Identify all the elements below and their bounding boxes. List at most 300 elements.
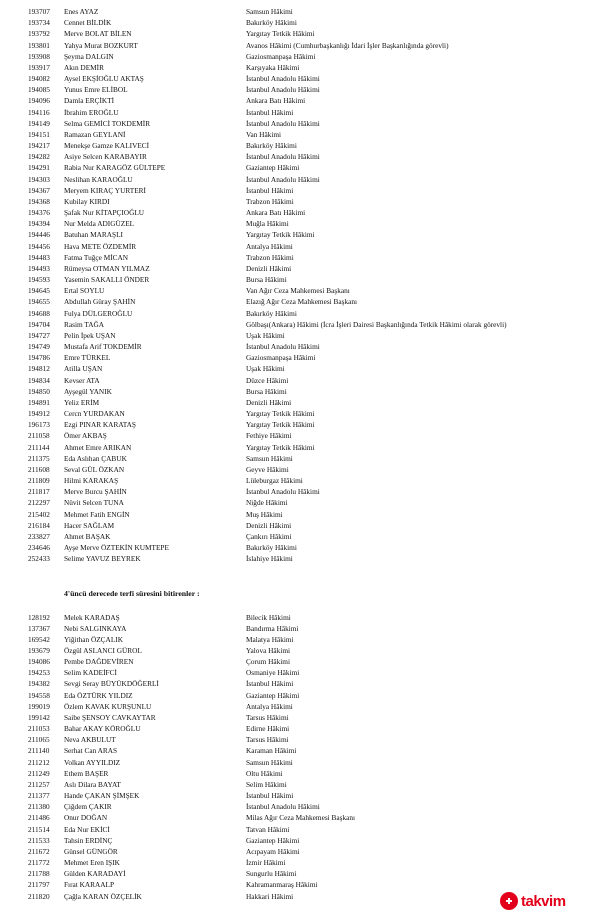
list-row: [0, 790, 600, 801]
court-assignment: Karaman Hâkimi: [246, 746, 297, 756]
sicil-number: 194368: [28, 196, 50, 206]
judge-name: Hacer SAĞLAM: [64, 520, 115, 530]
court-assignment: Oltu Hâkimi: [246, 768, 283, 778]
sicil-number: 193917: [28, 62, 50, 72]
list-row: [0, 768, 600, 779]
court-assignment: Gaziosmanpaşa Hâkimi: [246, 51, 316, 61]
court-assignment: Karşıyaka Hâkimi: [246, 62, 300, 72]
judge-name: Enes AYAZ: [64, 7, 99, 16]
judge-name: Merve BOLAT BİLEN: [64, 29, 132, 39]
list-row: [0, 73, 600, 84]
sicil-number: 194082: [28, 74, 50, 84]
sicil-number: 199019: [28, 701, 50, 711]
court-assignment: İstanbul Anadolu Hâkimi: [246, 174, 320, 184]
judge-name: Merve Burcu ŞAHİN: [64, 487, 127, 497]
list-row: [0, 285, 600, 296]
sicil-number: 194096: [28, 96, 50, 106]
judge-name: Rabia Nur KARAGÖZ GÜLTEPE: [64, 163, 166, 173]
court-assignment: Muş Hâkimi: [246, 509, 283, 519]
judge-name: Ömer AKBAŞ: [64, 431, 107, 441]
list-row: [0, 879, 600, 890]
sicil-number: 215402: [28, 509, 50, 519]
judge-name: Ayşegül YANIK: [64, 386, 112, 396]
list-row: [0, 95, 600, 106]
judge-name: Selime YAVUZ BEYREK: [64, 554, 141, 564]
sicil-number: 211065: [28, 735, 50, 745]
judge-name: Kubilay KIRDI: [64, 196, 110, 206]
judge-name: Ethem BAŞER: [64, 768, 109, 778]
court-assignment: Yargıtay Tetkik Hâkimi: [246, 230, 315, 240]
sicil-number: 211533: [28, 835, 50, 845]
sicil-number: 194483: [28, 252, 50, 262]
list-row: [0, 151, 600, 162]
list-row: [0, 701, 600, 712]
judge-name: Cercn YURDAKAN: [64, 409, 125, 419]
list-row: [0, 17, 600, 28]
court-assignment: Yargıtay Tetkik Hâkimi: [246, 442, 315, 452]
court-assignment: Yalova Hâkimi: [246, 645, 291, 655]
list-row: [0, 868, 600, 879]
list-row: [0, 375, 600, 386]
list-row: [0, 835, 600, 846]
sicil-number: 194446: [28, 230, 50, 240]
list-row: [0, 319, 600, 330]
court-assignment: Samsun Hâkimi: [246, 453, 293, 463]
judge-name: Tahsin ERDİNÇ: [64, 835, 113, 845]
judge-name: Nüvit Selcen TUNA: [64, 498, 124, 508]
court-assignment: İstanbul Anadolu Hâkimi: [246, 152, 320, 162]
judge-name: Özgül ASLANCI GÜROL: [64, 645, 142, 655]
judge-name: Batuhan MARAŞLI: [64, 230, 123, 240]
sicil-number: 194812: [28, 364, 50, 374]
judge-name: Mehmet Eren IŞIK: [64, 858, 120, 868]
sicil-number: 194303: [28, 174, 50, 184]
list-row: [0, 712, 600, 723]
court-assignment: Yargıtay Tetkik Hâkimi: [246, 409, 315, 419]
list-row: [0, 509, 600, 520]
judge-name: Hande ÇAKAN ŞİMŞEK: [64, 791, 140, 801]
court-assignment: Trabzon Hâkimi: [246, 252, 294, 262]
sicil-number: 194253: [28, 668, 50, 678]
list-row: [0, 274, 600, 285]
list-row: [0, 107, 600, 118]
list-row: [0, 745, 600, 756]
list-row: [0, 207, 600, 218]
list-row: [0, 174, 600, 185]
court-assignment: Bilecik Hâkimi: [246, 612, 291, 622]
sicil-number: 194367: [28, 185, 50, 195]
sicil-number: 211772: [28, 858, 50, 868]
judge-name: Aslı Dilara BAYAT: [64, 779, 121, 789]
judge-name: Abdullah Güray ŞAHİN: [64, 297, 136, 307]
sicil-number: 211514: [28, 824, 50, 834]
list-row: [0, 667, 600, 678]
court-assignment: Kahramanmaraş Hâkimi: [246, 880, 318, 890]
sicil-number: 211053: [28, 724, 50, 734]
list-row: [0, 296, 600, 307]
list-row: [0, 185, 600, 196]
sicil-number: 193792: [28, 29, 50, 39]
judge-name: Akın DEMİR: [64, 62, 104, 72]
court-assignment: Gölbaşı(Ankara) Hâkimi (İcra İşleri Dairesi Başkanlığında Tetkik Hâkimi olarak görevli): [246, 319, 507, 329]
sicil-number: 211797: [28, 880, 50, 890]
judge-name: Neslihan KARAOĞLU: [64, 174, 133, 184]
takvim-logo: [500, 890, 588, 912]
sicil-number: 211788: [28, 869, 50, 879]
list-row: [0, 6, 600, 17]
court-assignment: Edirne Hâkimi: [246, 724, 290, 734]
court-assignment: Bakırköy Hâkimi: [246, 141, 297, 151]
list-row: [0, 263, 600, 274]
sicil-number: 194891: [28, 397, 50, 407]
sicil-number: 194727: [28, 330, 50, 340]
judge-name: Yasemin SAKALLI ÖNDER: [64, 275, 150, 285]
sicil-number: 211817: [28, 487, 50, 497]
list-row: [0, 218, 600, 229]
judge-name: Atilla UŞAN: [64, 364, 103, 374]
court-assignment: İstanbul Hâkimi: [246, 679, 294, 689]
court-assignment: Gaziantep Hâkimi: [246, 835, 300, 845]
judge-name: Onur DOĞAN: [64, 813, 108, 823]
court-assignment: Bursa Hâkimi: [246, 386, 287, 396]
court-assignment: Ankara Batı Hâkimi: [246, 96, 306, 106]
judge-name: Eda Aslıhan ÇABUK: [64, 453, 127, 463]
judge-name: Meryem KIRAÇ YURTERİ: [64, 185, 146, 195]
sicil-number: 194558: [28, 690, 50, 700]
court-assignment: Uşak Hâkimi: [246, 364, 285, 374]
list-row: [0, 28, 600, 39]
list-row: [0, 140, 600, 151]
court-assignment: Selim Hâkimi: [246, 779, 287, 789]
list-row: [0, 612, 600, 623]
judge-name: Yahya Murat BOZKURT: [64, 40, 138, 50]
judge-name: Selim KADEİFCİ: [64, 668, 117, 678]
court-assignment: Hakkari Hâkimi: [246, 891, 294, 901]
sicil-number: 194394: [28, 219, 50, 229]
sicil-number: 233827: [28, 531, 50, 541]
court-assignment: Bakırköy Hâkimi: [246, 18, 297, 28]
court-assignment: Bakırköy Hâkimi: [246, 543, 297, 553]
court-assignment: İslahiye Hâkimi: [246, 554, 293, 564]
judge-name: Fatma Tuğçe MİCAN: [64, 252, 129, 262]
sicil-number: 193707: [28, 7, 50, 16]
court-assignment: İstanbul Hâkimi: [246, 107, 294, 117]
judge-name: Mehmet Fatih ENGİN: [64, 509, 130, 519]
list-row: [0, 464, 600, 475]
judge-name: Rasim TAĞA: [64, 319, 105, 329]
judge-name: Serhat Can ARAS: [64, 746, 118, 756]
court-assignment: İstanbul Hâkimi: [246, 791, 294, 801]
sicil-number: 211140: [28, 746, 50, 756]
list-row: [0, 419, 600, 430]
judge-name: Emre TÜRKEL: [64, 353, 111, 363]
list-row: [0, 531, 600, 542]
court-assignment: İstanbul Anadolu Hâkimi: [246, 487, 320, 497]
sicil-number: 216184: [28, 520, 50, 530]
sicil-number: 193679: [28, 645, 50, 655]
court-assignment: Tatvan Hâkimi: [246, 824, 290, 834]
sicil-number: 194493: [28, 263, 50, 273]
judge-name: Ahmet BAŞAK: [64, 531, 111, 541]
judge-name: Özlem KAVAK KURŞUNLU: [64, 701, 152, 711]
court-assignment: Trabzon Hâkimi: [246, 196, 294, 206]
sicil-number: 194850: [28, 386, 50, 396]
judge-name: Eda Nur EKİCİ: [64, 824, 110, 834]
section-2-heading: 4'üncü derecede terfi süresini bitirenler :: [64, 589, 200, 598]
court-assignment: Denizli Hâkimi: [246, 263, 292, 273]
sicil-number: 194376: [28, 208, 50, 218]
sicil-number: 194655: [28, 297, 50, 307]
sicil-number: 211486: [28, 813, 50, 823]
judge-name: Nur Melda ADIGÜZEL: [64, 219, 135, 229]
sicil-number: 194912: [28, 409, 50, 419]
list-row: [0, 812, 600, 823]
list-row: [0, 84, 600, 95]
sicil-number: 194217: [28, 141, 50, 151]
list-row: [0, 497, 600, 508]
court-assignment: Van Ağır Ceza Mahkemesi Başkanı: [246, 286, 350, 296]
judge-name: Pembe DAĞDEVİREN: [64, 657, 134, 667]
sicil-number: 194645: [28, 286, 50, 296]
list-row: [0, 453, 600, 464]
court-assignment: Samsun Hâkimi: [246, 7, 293, 16]
sicil-number: 211377: [28, 791, 50, 801]
judge-name: Bahar AKAY KÖROĞLU: [64, 724, 141, 734]
court-assignment: İstanbul Anadolu Hâkimi: [246, 74, 320, 84]
takvim-logo-text: takvim: [521, 892, 566, 910]
list-row: [0, 62, 600, 73]
court-assignment: Geyve Hâkimi: [246, 464, 289, 474]
sicil-number: 211608: [28, 464, 50, 474]
list-row: [0, 520, 600, 531]
sicil-number: 234646: [28, 543, 50, 553]
judge-name: Çağla KARAN ÖZÇELİK: [64, 891, 142, 901]
list-row: [0, 757, 600, 768]
sicil-number: 194834: [28, 375, 50, 385]
list-row: [0, 678, 600, 689]
list-row: [0, 341, 600, 352]
court-assignment: Bakırköy Hâkimi: [246, 308, 297, 318]
list-row: [0, 252, 600, 263]
list-row: [0, 196, 600, 207]
list-row: [0, 690, 600, 701]
list-row: [0, 486, 600, 497]
court-assignment: Antalya Hâkimi: [246, 241, 293, 251]
list-row: [0, 397, 600, 408]
court-assignment: Osmaniye Hâkimi: [246, 668, 300, 678]
list-row: [0, 363, 600, 374]
court-assignment: İstanbul Anadolu Hâkimi: [246, 85, 320, 95]
court-assignment: Muğla Hâkimi: [246, 219, 289, 229]
judge-name: Şafak Nur KİTAPÇIOĞLU: [64, 208, 145, 218]
court-assignment: Antalya Hâkimi: [246, 701, 293, 711]
sicil-number: 194116: [28, 107, 50, 117]
judge-name: Çiğdem ÇAKIR: [64, 802, 112, 812]
list-row: [0, 623, 600, 634]
list-row: [0, 656, 600, 667]
court-assignment: İzmir Hâkimi: [246, 858, 286, 868]
court-assignment: Çorum Hâkimi: [246, 657, 290, 667]
judge-name: Şeyma DALGIN: [64, 51, 114, 61]
sicil-number: 137367: [28, 623, 50, 633]
sicil-number: 211375: [28, 453, 50, 463]
judge-name: Aysel EKŞİOĞLU AKTAŞ: [64, 74, 144, 84]
judge-name: İbrahim EROĞLU: [64, 107, 119, 117]
list-row: [0, 734, 600, 745]
court-assignment: İstanbul Anadolu Hâkimi: [246, 342, 320, 352]
sicil-number: 194085: [28, 85, 50, 95]
list-row: [0, 553, 600, 564]
court-assignment: Uşak Hâkimi: [246, 330, 285, 340]
court-assignment: Bursa Hâkimi: [246, 275, 287, 285]
judge-name: Ahmet Emre ARIKAN: [64, 442, 132, 452]
court-assignment: Çankırı Hâkimi: [246, 531, 292, 541]
sicil-number: 211809: [28, 476, 50, 486]
list-row: [0, 824, 600, 835]
court-assignment: Bandırma Hâkimi: [246, 623, 299, 633]
sicil-number: 252433: [28, 554, 50, 564]
list-row: [0, 723, 600, 734]
judge-name: Yunus Emre ELİBOL: [64, 85, 128, 95]
list-row: [0, 51, 600, 62]
sicil-number: 211672: [28, 846, 50, 856]
sicil-number: 211380: [28, 802, 50, 812]
list-row: [0, 430, 600, 441]
judge-name: Asiye Selcen KARABAYIR: [64, 152, 147, 162]
sicil-number: 211820: [28, 891, 50, 901]
court-assignment: Fethiye Hâkimi: [246, 431, 292, 441]
judge-name: Melek KARADAŞ: [64, 612, 120, 622]
court-assignment: Gaziantep Hâkimi: [246, 690, 300, 700]
sicil-number: 211257: [28, 779, 50, 789]
judge-name: Selma GEMİCİ TOKDEMİR: [64, 118, 151, 128]
judge-name: Eda ÖZTÜRK YILDIZ: [64, 690, 133, 700]
court-assignment: Samsun Hâkimi: [246, 757, 293, 767]
court-assignment: Tarsus Hâkimi: [246, 712, 289, 722]
sicil-number: 211212: [28, 757, 50, 767]
sicil-number: 211144: [28, 442, 50, 452]
judge-name: Kevser ATA: [64, 375, 100, 385]
judge-name: Ayşe Merve ÖZTEKİN KUMTEPE: [64, 543, 169, 553]
court-assignment: Yargıtay Tetkik Hâkimi: [246, 29, 315, 39]
sicil-number: 194149: [28, 118, 50, 128]
court-assignment: Denizli Hâkimi: [246, 520, 292, 530]
judge-name: Seval GÜL ÖZKAN: [64, 464, 125, 474]
judge-name: Cennet BİLDİK: [64, 18, 112, 28]
list-row: [0, 801, 600, 812]
judge-name: Menekşe Gamze KALIVECİ: [64, 141, 150, 151]
list-row: [0, 162, 600, 173]
judge-name: Hilmi KARAKAŞ: [64, 476, 119, 486]
sicil-number: 194704: [28, 319, 50, 329]
list-row: [0, 442, 600, 453]
list-row: [0, 475, 600, 486]
court-assignment: Niğde Hâkimi: [246, 498, 288, 508]
takvim-logo-icon: [500, 892, 518, 910]
court-assignment: Tarsus Hâkimi: [246, 735, 289, 745]
judge-name: Ertal SOYLU: [64, 286, 105, 296]
court-assignment: Malatya Hâkimi: [246, 634, 294, 644]
judge-name: Fırat KARAALP: [64, 880, 115, 890]
list-row: [0, 779, 600, 790]
court-assignment: İstanbul Anadolu Hâkimi: [246, 802, 320, 812]
court-assignment: İstanbul Hâkimi: [246, 185, 294, 195]
judge-name: Pelin İpek UŞAN: [64, 330, 116, 340]
list-row: [0, 408, 600, 419]
sicil-number: 194086: [28, 657, 50, 667]
list-row: [0, 241, 600, 252]
sicil-number: 194282: [28, 152, 50, 162]
list-row: [0, 846, 600, 857]
court-assignment: Yargıtay Tetkik Hâkimi: [246, 420, 315, 430]
court-assignment: Ankara Batı Hâkimi: [246, 208, 306, 218]
sicil-number: 128192: [28, 612, 50, 622]
judge-name: Mustafa Arif TOKDEMİR: [64, 342, 142, 352]
court-assignment: Gaziantep Hâkimi: [246, 163, 300, 173]
court-assignment: Elazığ Ağır Ceza Mahkemesi Başkanı: [246, 297, 358, 307]
court-assignment: Lüleburgaz Hâkimi: [246, 476, 303, 486]
list-row: [0, 352, 600, 363]
judge-name: Damla ERÇİKTİ: [64, 96, 115, 106]
sicil-number: 194382: [28, 679, 50, 689]
sicil-number: 211249: [28, 768, 50, 778]
sicil-number: 194291: [28, 163, 50, 173]
sicil-number: 211058: [28, 431, 50, 441]
judge-name: Ramazan GEYLANİ: [64, 129, 126, 139]
court-assignment: Van Hâkimi: [246, 129, 282, 139]
list-row: [0, 330, 600, 341]
court-assignment: Düzce Hâkimi: [246, 375, 289, 385]
court-assignment: Sungurlu Hâkimi: [246, 869, 297, 879]
judge-name: Ezgi PINAR KARATAŞ: [64, 420, 136, 430]
judge-name: Fulya DÜLGEROĞLU: [64, 308, 133, 318]
list-row: [0, 386, 600, 397]
sicil-number: 193801: [28, 40, 50, 50]
list-row: [0, 308, 600, 319]
court-assignment: Avanos Hâkimi (Cumhurbaşkanlığı İdari İşler Başkanlığında görevli): [246, 40, 449, 50]
list-row: [0, 118, 600, 129]
judge-name: Günsel GÜNGÖR: [64, 846, 118, 856]
sicil-number: 194786: [28, 353, 50, 363]
court-assignment: Denizli Hâkimi: [246, 397, 292, 407]
court-assignment: Milas Ağır Ceza Mahkemesi Başkanı: [246, 813, 356, 823]
sicil-number: 193908: [28, 51, 50, 61]
sicil-number: 193734: [28, 18, 50, 28]
sicil-number: 194749: [28, 342, 50, 352]
judge-name: Saibe ŞENSOY CAVKAYTAR: [64, 712, 156, 722]
judge-name: Neva AKBULUT: [64, 735, 116, 745]
sicil-number: 194593: [28, 275, 50, 285]
judge-name: Gülden KARADAYİ: [64, 869, 126, 879]
judge-name: Sevgi Seray BÜYÜKDÖĞERLİ: [64, 679, 159, 689]
judge-name: Yiğithan ÖZÇALIK: [64, 634, 123, 644]
sicil-number: 169542: [28, 634, 50, 644]
judge-name: Volkan AYYILDIZ: [64, 757, 121, 767]
sicil-number: 194151: [28, 129, 50, 139]
sicil-number: 196173: [28, 420, 50, 430]
list-row: [0, 645, 600, 656]
sicil-number: 194688: [28, 308, 50, 318]
list-row: [0, 542, 600, 553]
sicil-number: 212297: [28, 498, 50, 508]
judge-name: Hava METE ÖZDEMİR: [64, 241, 137, 251]
list-row: [0, 129, 600, 140]
list-row: [0, 40, 600, 51]
court-assignment: Acıpayam Hâkimi: [246, 846, 300, 856]
judge-name: Nebi SALGINKAYA: [64, 623, 127, 633]
judge-name: Yeliz ERİM: [64, 397, 100, 407]
court-assignment: İstanbul Anadolu Hâkimi: [246, 118, 320, 128]
